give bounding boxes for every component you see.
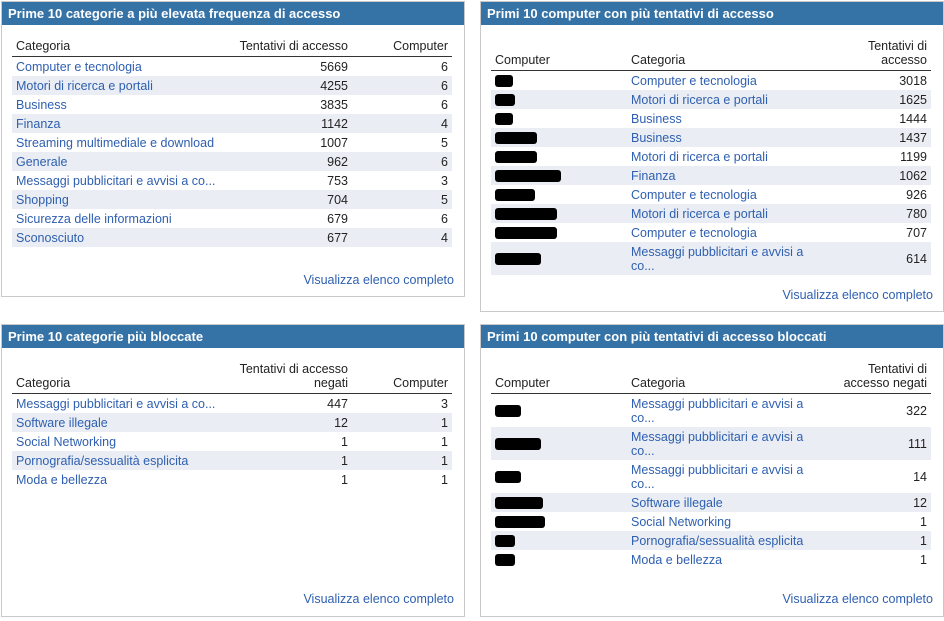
computers-value: 5 <box>352 190 452 209</box>
table-row <box>491 550 931 569</box>
top-computers-table <box>491 39 931 275</box>
column-header-computer: Computer <box>491 362 627 394</box>
computers-value: 1 <box>352 451 452 470</box>
category-link[interactable]: Messaggi pubblicitari e avvisi a co... <box>627 242 821 275</box>
computer-name-redacted[interactable] <box>491 109 627 128</box>
attempts-value: 1625 <box>821 90 931 109</box>
category-link[interactable]: Finanza <box>12 114 232 133</box>
table-row <box>491 512 931 531</box>
computers-value: 3 <box>441 396 448 411</box>
view-full-list-link[interactable]: Visualizza elenco completo <box>782 592 933 606</box>
top-categories-table <box>12 39 452 247</box>
table-row <box>12 133 452 152</box>
table-row <box>12 152 452 171</box>
attempts-value: 1 <box>341 472 348 487</box>
column-header-category: Categoria <box>627 362 821 394</box>
category-link[interactable]: Motori di ricerca e portali <box>627 90 821 109</box>
attempts-value: 1 <box>920 552 927 567</box>
computer-name-redacted[interactable] <box>491 394 627 428</box>
attempts-value: 707 <box>906 225 927 240</box>
column-header-category: Categoria <box>627 39 821 71</box>
table-row <box>12 76 452 95</box>
table-row <box>491 204 931 223</box>
category-link[interactable]: Moda e bellezza <box>631 552 723 567</box>
attempts-value: 1 <box>920 514 927 529</box>
attempts-value: 962 <box>232 152 352 171</box>
column-header-computers: Computer <box>352 39 452 57</box>
computer-name-redacted[interactable] <box>491 427 627 460</box>
category-link[interactable]: Streaming multimediale e download <box>16 135 215 150</box>
panel-title: Primi 10 computer con più tentativi di accesso <box>481 2 943 25</box>
category-link[interactable]: Pornografia/sessualità esplicita <box>627 531 821 550</box>
category-link[interactable]: Generale <box>12 152 232 171</box>
attempts-value: 111 <box>821 427 931 460</box>
table-row <box>491 223 931 242</box>
category-link[interactable]: Moda e bellezza <box>16 472 108 487</box>
attempts-value: 1 <box>341 434 348 449</box>
table-row <box>12 114 452 133</box>
computer-name-redacted[interactable] <box>491 223 627 242</box>
computer-name-redacted[interactable] <box>491 242 627 275</box>
attempts-value: 1444 <box>899 111 927 126</box>
computer-name-redacted[interactable] <box>491 185 627 204</box>
attempts-value: 614 <box>821 242 931 275</box>
column-header-attempts: Tentativi di accesso <box>821 39 931 71</box>
attempts-value: 1437 <box>821 128 931 147</box>
view-full-list-link[interactable]: Visualizza elenco completo <box>303 273 454 287</box>
category-link[interactable]: Software illegale <box>12 413 232 432</box>
table-row <box>491 531 931 550</box>
computer-name-redacted[interactable] <box>491 512 627 531</box>
category-link[interactable]: Sicurezza delle informazioni <box>16 211 172 226</box>
category-link[interactable]: Computer e tecnologia <box>631 225 757 240</box>
table-row <box>491 427 931 460</box>
computers-value: 6 <box>352 76 452 95</box>
table-row <box>12 57 452 77</box>
category-link[interactable]: Software illegale <box>627 493 821 512</box>
computer-name-redacted[interactable] <box>491 128 627 147</box>
attempts-value: 12 <box>821 493 931 512</box>
computers-value: 6 <box>441 59 448 74</box>
attempts-value: 5669 <box>320 59 348 74</box>
computers-value: 6 <box>441 97 448 112</box>
panel-title: Prime 10 categorie più bloccate <box>2 325 464 348</box>
column-header-attempts: Tentativi di accesso <box>232 39 352 57</box>
category-link[interactable]: Messaggi pubblicitari e avvisi a co... <box>16 173 216 188</box>
attempts-value: 1 <box>821 531 931 550</box>
blocked-categories-table <box>12 362 452 489</box>
table-row <box>491 185 931 204</box>
category-link[interactable]: Shopping <box>12 190 232 209</box>
computers-value: 6 <box>352 152 452 171</box>
computers-value: 3 <box>441 173 448 188</box>
attempts-value: 3018 <box>899 73 927 88</box>
attempts-value: 926 <box>906 187 927 202</box>
category-link[interactable]: Motori di ricerca e portali <box>12 76 232 95</box>
table-row <box>12 451 452 470</box>
column-header-category: Categoria <box>12 362 232 394</box>
table-row <box>12 432 452 451</box>
attempts-value: 1199 <box>900 149 927 164</box>
top-categories-panel <box>1 1 465 297</box>
computer-name-redacted[interactable] <box>491 90 627 109</box>
computer-name-redacted[interactable] <box>491 531 627 550</box>
blocked-computers-panel <box>480 324 944 617</box>
table-row <box>12 413 452 432</box>
top-computers-panel <box>480 1 944 312</box>
attempts-value: 1142 <box>232 114 352 133</box>
attempts-value: 1062 <box>821 166 931 185</box>
computers-value: 1 <box>352 413 452 432</box>
view-full-list-link[interactable]: Visualizza elenco completo <box>303 592 454 606</box>
category-link[interactable]: Social Networking <box>631 514 732 529</box>
attempts-value: 14 <box>913 469 927 484</box>
attempts-value: 753 <box>327 173 348 188</box>
attempts-value: 12 <box>232 413 352 432</box>
category-link[interactable]: Business <box>16 97 67 112</box>
table-row <box>491 394 931 428</box>
category-link[interactable]: Business <box>627 128 821 147</box>
computers-value: 4 <box>352 114 452 133</box>
attempts-value: 1007 <box>320 135 348 150</box>
table-row <box>491 242 931 275</box>
attempts-value: 780 <box>821 204 931 223</box>
attempts-value: 679 <box>327 211 348 226</box>
computer-name-redacted[interactable] <box>491 550 627 569</box>
category-link[interactable]: Social Networking <box>16 434 117 449</box>
computer-name-redacted[interactable] <box>491 71 627 91</box>
table-row <box>12 209 452 228</box>
category-link[interactable]: Finanza <box>627 166 821 185</box>
computers-value: 5 <box>441 135 448 150</box>
attempts-value: 447 <box>327 396 348 411</box>
table-row <box>491 128 931 147</box>
table-row <box>12 171 452 190</box>
table-row <box>491 71 931 91</box>
table-row <box>491 493 931 512</box>
computers-value: 4 <box>352 228 452 247</box>
category-link[interactable]: Motori di ricerca e portali <box>631 149 768 164</box>
table-row <box>491 109 931 128</box>
attempts-value: 4255 <box>232 76 352 95</box>
panel-title: Primi 10 computer con più tentativi di accesso bloccati <box>481 325 943 348</box>
attempts-value: 677 <box>232 228 352 247</box>
computers-value: 6 <box>441 211 448 226</box>
category-link[interactable]: Messaggi pubblicitari e avvisi a co... <box>16 396 216 411</box>
view-full-list-link[interactable]: Visualizza elenco completo <box>782 288 933 302</box>
column-header-computers: Computer <box>352 362 452 394</box>
column-header-denied-attempts: Tentativi di accesso negati <box>232 362 352 394</box>
column-header-computer: Computer <box>491 39 627 71</box>
computers-value: 1 <box>441 472 448 487</box>
computer-name-redacted[interactable] <box>491 493 627 512</box>
computer-name-redacted[interactable] <box>491 204 627 223</box>
computers-value: 1 <box>441 434 448 449</box>
table-row <box>12 394 452 414</box>
table-row <box>12 228 452 247</box>
category-link[interactable]: Computer e tecnologia <box>631 73 757 88</box>
table-row <box>491 166 931 185</box>
column-header-denied-attempts: Tentativi di accesso negati <box>821 362 931 394</box>
category-link[interactable]: Computer e tecnologia <box>16 59 142 74</box>
computer-name-redacted[interactable] <box>491 166 627 185</box>
computer-name-redacted[interactable] <box>491 460 627 493</box>
computer-name-redacted[interactable] <box>491 147 627 166</box>
blocked-categories-panel <box>1 324 465 617</box>
category-link[interactable]: Pornografia/sessualità esplicita <box>12 451 232 470</box>
attempts-value: 704 <box>232 190 352 209</box>
table-row <box>491 90 931 109</box>
column-header-category: Categoria <box>12 39 232 57</box>
category-link[interactable]: Business <box>631 111 682 126</box>
category-link[interactable]: Messaggi pubblicitari e avvisi a co... <box>627 427 821 460</box>
attempts-value: 3835 <box>320 97 348 112</box>
table-row <box>491 460 931 493</box>
category-link[interactable]: Sconosciuto <box>12 228 232 247</box>
category-link[interactable]: Computer e tecnologia <box>631 187 757 202</box>
table-row <box>12 95 452 114</box>
attempts-value: 1 <box>232 451 352 470</box>
category-link[interactable]: Motori di ricerca e portali <box>627 204 821 223</box>
table-row <box>491 147 931 166</box>
panel-title: Prime 10 categorie a più elevata frequenza di accesso <box>2 2 464 25</box>
table-row <box>12 470 452 489</box>
category-link[interactable]: Messaggi pubblicitari e avvisi a co... <box>631 462 804 491</box>
table-row <box>12 190 452 209</box>
attempts-value: 322 <box>906 403 927 418</box>
blocked-computers-table <box>491 362 931 569</box>
category-link[interactable]: Messaggi pubblicitari e avvisi a co... <box>631 396 804 425</box>
